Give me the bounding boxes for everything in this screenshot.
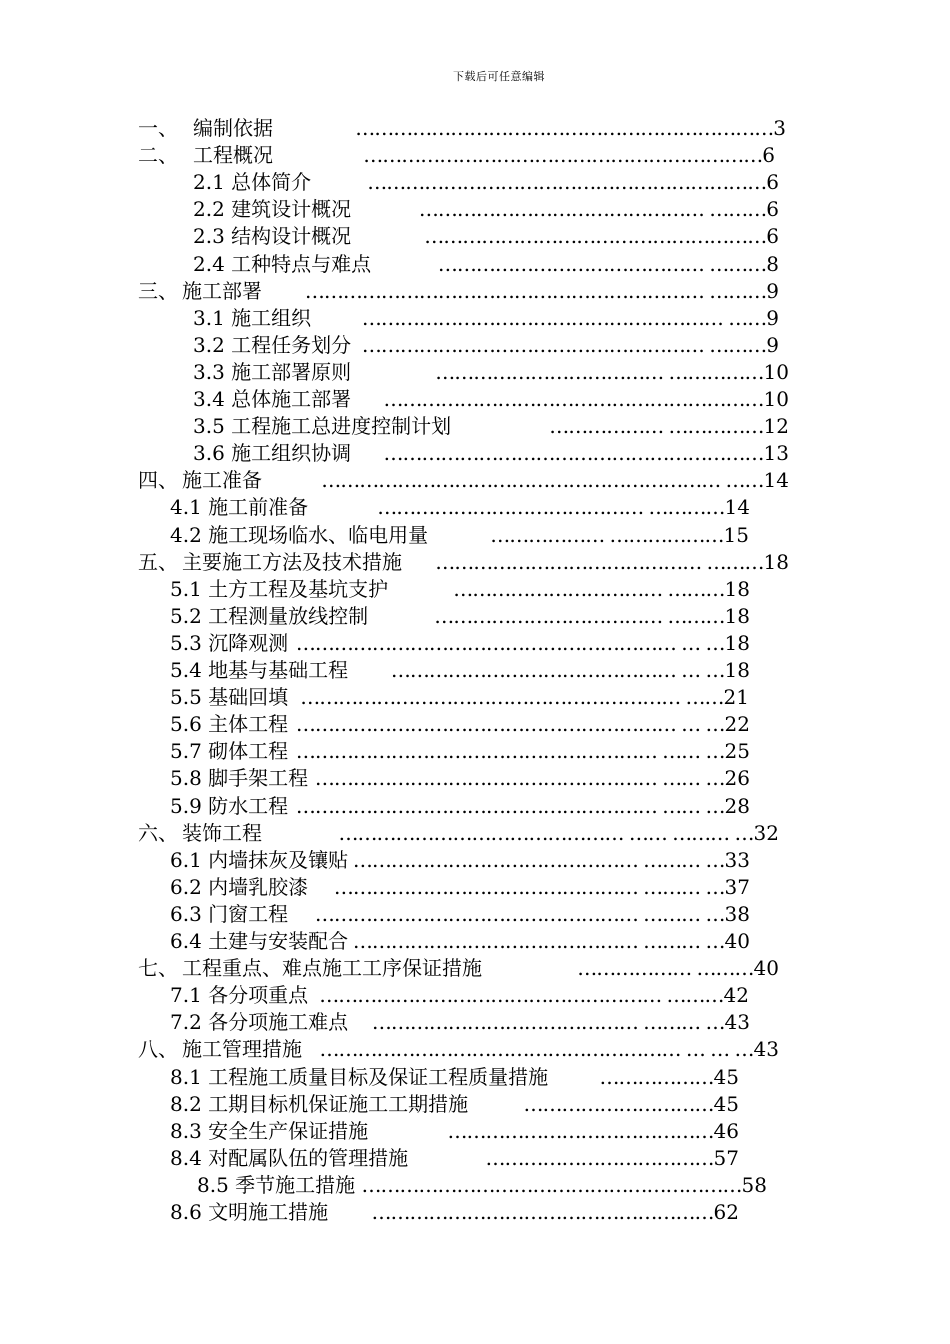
toc-entry-title: 5.7 砌体工程 bbox=[170, 739, 289, 764]
toc-entry[interactable] bbox=[0, 1009, 950, 1036]
toc-entry-page: 6 bbox=[762, 143, 775, 168]
toc-entry-title: 4.2 施工现场临水、临电用量 bbox=[170, 522, 429, 547]
toc-entry[interactable] bbox=[0, 467, 950, 494]
toc-entry[interactable] bbox=[0, 603, 950, 630]
toc-entry-title: 2.1 总体简介 bbox=[193, 170, 312, 195]
toc-entry-title: 3.2 工程任务划分 bbox=[193, 332, 352, 357]
toc-entry-page: 18 bbox=[724, 576, 750, 601]
toc-entry[interactable] bbox=[0, 1118, 950, 1145]
page-header-note: 下载后可任意编辑 bbox=[453, 70, 545, 83]
toc-entry-title: 3.3 施工部署原则 bbox=[193, 359, 352, 384]
toc-entry[interactable] bbox=[0, 1036, 950, 1063]
toc-entry-title: 6.3 门窗工程 bbox=[170, 901, 289, 926]
toc-entry-title: 5.5 基础回填 bbox=[170, 685, 289, 710]
toc-entry-title: 3.5 工程施工总进度控制计划 bbox=[193, 414, 452, 439]
toc-entry-page: 18 bbox=[724, 630, 750, 655]
toc-entry[interactable] bbox=[0, 684, 950, 711]
toc-entry-title: 工程重点、难点施工工序保证措施 bbox=[182, 956, 482, 981]
toc-entry[interactable] bbox=[0, 440, 950, 467]
toc-entry-page: 18 bbox=[724, 658, 750, 682]
toc-entry-number: 六、 bbox=[138, 820, 178, 845]
toc-entry-title: 4.1 施工前准备 bbox=[170, 495, 309, 520]
toc-entry-title: 6.2 内墙乳胶漆 bbox=[170, 874, 309, 899]
toc-entry-title: 3.1 施工组织 bbox=[193, 305, 312, 330]
toc-entry-leader: ……………………………………… … … bbox=[390, 658, 725, 682]
toc-entry-title: 8.5 季节施工措施 bbox=[197, 1172, 356, 1197]
toc-entry-title: 5.9 防水工程 bbox=[170, 793, 289, 818]
toc-entry[interactable] bbox=[0, 359, 950, 386]
toc-entry[interactable] bbox=[0, 332, 950, 359]
toc-entry[interactable] bbox=[0, 386, 950, 413]
toc-entry-leader: …………………………………… ……… … bbox=[371, 1010, 725, 1035]
toc-entry-page: 43 bbox=[724, 1010, 750, 1035]
toc-entry-page: 25 bbox=[724, 739, 750, 764]
toc-entry-title: 装饰工程 bbox=[182, 820, 262, 845]
toc-entry-page: 8 bbox=[766, 251, 779, 276]
toc-entry-title: 施工管理措施 bbox=[182, 1037, 302, 1062]
toc-entry[interactable] bbox=[0, 169, 950, 196]
toc-entry-title: 工程概况 bbox=[193, 143, 273, 168]
toc-entry-title: 6.1 内墙抹灰及镶贴 bbox=[170, 847, 349, 872]
toc-entry-leader: ………………………………………… ……… … bbox=[333, 874, 725, 899]
toc-entry-number: 二、 bbox=[138, 143, 178, 168]
toc-entry[interactable] bbox=[0, 1091, 950, 1118]
toc-entry-leader: ………………………………………………………… bbox=[355, 116, 774, 140]
toc-entry-page: 40 bbox=[753, 956, 779, 981]
toc-entry[interactable] bbox=[0, 765, 950, 792]
toc-entry-leader: …………………………………………………… bbox=[383, 441, 764, 466]
toc-entry-title: 施工部署 bbox=[182, 278, 262, 303]
toc-entry-page: 32 bbox=[753, 820, 779, 845]
toc-entry[interactable] bbox=[0, 196, 950, 223]
toc-entry-number: 八、 bbox=[138, 1037, 178, 1062]
toc-entry-title: 2.2 建筑设计概况 bbox=[193, 197, 352, 222]
toc-entry-leader: …………………………………… ……… bbox=[435, 549, 764, 574]
toc-entry-page: 21 bbox=[723, 685, 749, 710]
toc-entry-title: 5.3 沉降观测 bbox=[170, 630, 289, 655]
toc-entry-leader: ……………………………… …………… bbox=[435, 359, 764, 384]
toc-entry[interactable] bbox=[0, 413, 950, 440]
toc-entry-page: 26 bbox=[724, 766, 750, 791]
toc-entry[interactable] bbox=[0, 847, 950, 874]
toc-entry[interactable] bbox=[0, 1172, 950, 1199]
toc-entry[interactable] bbox=[0, 278, 950, 305]
toc-entry-page: 28 bbox=[724, 793, 750, 818]
toc-entry-number: 五、 bbox=[138, 549, 178, 574]
toc-entry[interactable] bbox=[0, 820, 950, 847]
toc-entry-title: 5.1 土方工程及基坑支护 bbox=[170, 576, 389, 601]
toc-entry-leader: ……………………………………… ……… … bbox=[352, 929, 725, 953]
toc-entry-page: 3 bbox=[773, 116, 786, 140]
toc-entry-title: 5.6 主体工程 bbox=[170, 712, 289, 737]
toc-entry-leader: …………………………………………………… … … bbox=[295, 630, 725, 655]
toc-entry-leader: ……………………………………………… bbox=[424, 224, 767, 249]
toc-entry-title: 8.3 安全生产保证措施 bbox=[170, 1118, 369, 1143]
toc-entry[interactable] bbox=[0, 305, 950, 332]
toc-entry-page: 6 bbox=[766, 224, 779, 249]
toc-entry-leader: ……………………………………………………… …… bbox=[321, 468, 764, 493]
toc-entry-leader: ……………………………………………………… ……… bbox=[304, 278, 767, 303]
toc-entry-leader: ……………… …………… bbox=[549, 414, 764, 439]
toc-entry-page: 14 bbox=[763, 468, 789, 493]
toc-entry-leader: …………………………………… ……… bbox=[437, 251, 767, 276]
toc-entry-page: 10 bbox=[763, 359, 789, 384]
toc-entry[interactable] bbox=[0, 142, 950, 169]
toc-entry[interactable] bbox=[0, 630, 950, 657]
toc-entry-page: 6 bbox=[766, 197, 779, 222]
toc-entry-leader: ……………… bbox=[599, 1064, 714, 1089]
toc-entry-page: 6 bbox=[766, 170, 779, 195]
toc-entry[interactable] bbox=[0, 251, 950, 278]
toc-entry[interactable] bbox=[0, 576, 950, 603]
toc-entry-leader: ……………………………………… ……… … bbox=[352, 847, 725, 872]
toc-entry-page: 14 bbox=[724, 495, 750, 520]
toc-entry[interactable] bbox=[0, 115, 950, 142]
toc-entry-page: 12 bbox=[763, 414, 789, 439]
toc-entry-leader: ……………………………………………………… bbox=[363, 143, 763, 168]
toc-entry[interactable] bbox=[0, 901, 950, 928]
toc-entry-leader: ………………………………………………… …… … bbox=[295, 739, 725, 764]
toc-entry-leader: ……………………………… bbox=[485, 1145, 714, 1170]
toc-entry-title: 编制依据 bbox=[193, 116, 273, 140]
toc-entry-leader: ……………………………………………………… bbox=[367, 170, 767, 195]
toc-entry-title: 3.6 施工组织协调 bbox=[193, 441, 352, 466]
toc-entry-page: 10 bbox=[763, 387, 789, 411]
toc-entry-number: 三、 bbox=[138, 278, 178, 303]
toc-entry-leader: …………………………………………………… … … bbox=[295, 712, 725, 737]
toc-entry-page: 9 bbox=[766, 305, 779, 330]
toc-entry-leader: ………………………… bbox=[523, 1091, 714, 1116]
toc-entry-leader: ……………………………………………… bbox=[371, 1200, 714, 1224]
toc-entry[interactable] bbox=[0, 549, 950, 576]
toc-entry-page: 33 bbox=[724, 847, 750, 872]
toc-entry-title: 8.4 对配属队伍的管理措施 bbox=[170, 1145, 409, 1170]
toc-entry-page: 9 bbox=[766, 332, 779, 357]
toc-entry-title: 5.2 工程测量放线控制 bbox=[170, 603, 369, 628]
toc-entry-title: 5.4 地基与基础工程 bbox=[170, 658, 349, 682]
toc-entry-leader: ……………………………… ……… bbox=[434, 603, 725, 628]
toc-entry-title: 2.3 结构设计概况 bbox=[193, 224, 352, 249]
toc-entry[interactable] bbox=[0, 223, 950, 250]
toc-entry-page: 18 bbox=[763, 549, 789, 574]
toc-entry-leader: …………………………………………………… …… bbox=[300, 685, 724, 710]
toc-entry-page: 62 bbox=[713, 1200, 739, 1224]
toc-entry-page: 40 bbox=[724, 929, 750, 953]
toc-entry-title: 3.4 总体施工部署 bbox=[193, 387, 352, 411]
toc-entry-page: 45 bbox=[713, 1091, 739, 1116]
toc-entry[interactable] bbox=[0, 928, 950, 955]
toc-entry-page: 22 bbox=[724, 712, 750, 737]
toc-entry-page: 15 bbox=[723, 522, 749, 547]
toc-entry-leader: …………………………………………………… bbox=[383, 387, 764, 411]
toc-entry-page: 57 bbox=[713, 1145, 739, 1170]
toc-entry-title: 施工准备 bbox=[182, 468, 262, 493]
toc-entry-title: 主要施工方法及技术措施 bbox=[182, 549, 402, 574]
toc-entry-leader: ………………………………………………… …… … bbox=[295, 793, 725, 818]
toc-entry-leader: …………………………………………………… bbox=[361, 1172, 742, 1197]
toc-entry-title: 7.1 各分项重点 bbox=[170, 983, 309, 1008]
toc-entry[interactable] bbox=[0, 955, 950, 982]
toc-entry-leader: …………………………… ……… bbox=[453, 576, 725, 601]
toc-entry-page: 9 bbox=[766, 278, 779, 303]
toc-entry-title: 8.1 工程施工质量目标及保证工程质量措施 bbox=[170, 1064, 549, 1089]
toc-entry-leader: ……………………………………………… ……… bbox=[319, 983, 724, 1008]
toc-entry-leader: ……………… ……………… bbox=[490, 522, 724, 547]
toc-entry-number: 一、 bbox=[138, 116, 178, 140]
toc-entry-number: 七、 bbox=[138, 956, 178, 981]
toc-entry-leader: ……………………………………………… ……… bbox=[361, 332, 767, 357]
toc-entry[interactable] bbox=[0, 1145, 950, 1172]
toc-entry[interactable] bbox=[0, 494, 950, 521]
toc-entry[interactable] bbox=[0, 1199, 950, 1226]
toc-entry-leader: ……………… ……… bbox=[577, 956, 754, 981]
toc-entry[interactable] bbox=[0, 738, 950, 765]
toc-entry-leader: ……………………………………… …… ……… … bbox=[338, 820, 754, 845]
toc-entry-leader: …………………………………… ………… bbox=[377, 495, 725, 520]
toc-entry-page: 46 bbox=[713, 1118, 739, 1143]
toc-entry-title: 7.2 各分项施工难点 bbox=[170, 1010, 349, 1035]
toc-entry-number: 四、 bbox=[138, 468, 178, 493]
toc-entry-page: 58 bbox=[741, 1172, 767, 1197]
toc-entry-leader: ……………………………………………… …… … bbox=[314, 766, 725, 791]
toc-entry[interactable] bbox=[0, 657, 950, 684]
toc-entry[interactable] bbox=[0, 874, 950, 901]
toc-entry-page: 42 bbox=[723, 983, 749, 1008]
toc-entry-title: 2.4 工种特点与难点 bbox=[193, 251, 372, 276]
toc-entry-page: 18 bbox=[724, 603, 750, 628]
toc-entry-page: 37 bbox=[724, 874, 750, 899]
toc-entry[interactable] bbox=[0, 793, 950, 820]
toc-entry-page: 43 bbox=[753, 1037, 779, 1062]
toc-entry[interactable] bbox=[0, 522, 950, 549]
toc-entry-page: 45 bbox=[713, 1064, 739, 1089]
toc-entry[interactable] bbox=[0, 982, 950, 1009]
toc-entry[interactable] bbox=[0, 1064, 950, 1091]
toc-entry-page: 38 bbox=[724, 901, 750, 926]
toc-entry-leader: ………………………………………………… … … … bbox=[319, 1037, 754, 1062]
toc-entry-title: 8.2 工期目标机保证施工工期措施 bbox=[170, 1091, 469, 1116]
toc-entry-title: 8.6 文明施工措施 bbox=[170, 1200, 329, 1224]
toc-entry[interactable] bbox=[0, 711, 950, 738]
toc-entry-leader: …………………………………………… ……… … bbox=[314, 901, 725, 926]
toc-entry-page: 13 bbox=[763, 441, 789, 466]
toc-entry-leader: ……………………………………… ……… bbox=[418, 197, 767, 222]
toc-entry-leader: …………………………………… bbox=[447, 1118, 714, 1143]
toc-entry-title: 6.4 土建与安装配合 bbox=[170, 929, 349, 953]
toc-entry-title: 5.8 脚手架工程 bbox=[170, 766, 309, 791]
toc-entry-leader: ………………………………………………… …… bbox=[361, 305, 767, 330]
